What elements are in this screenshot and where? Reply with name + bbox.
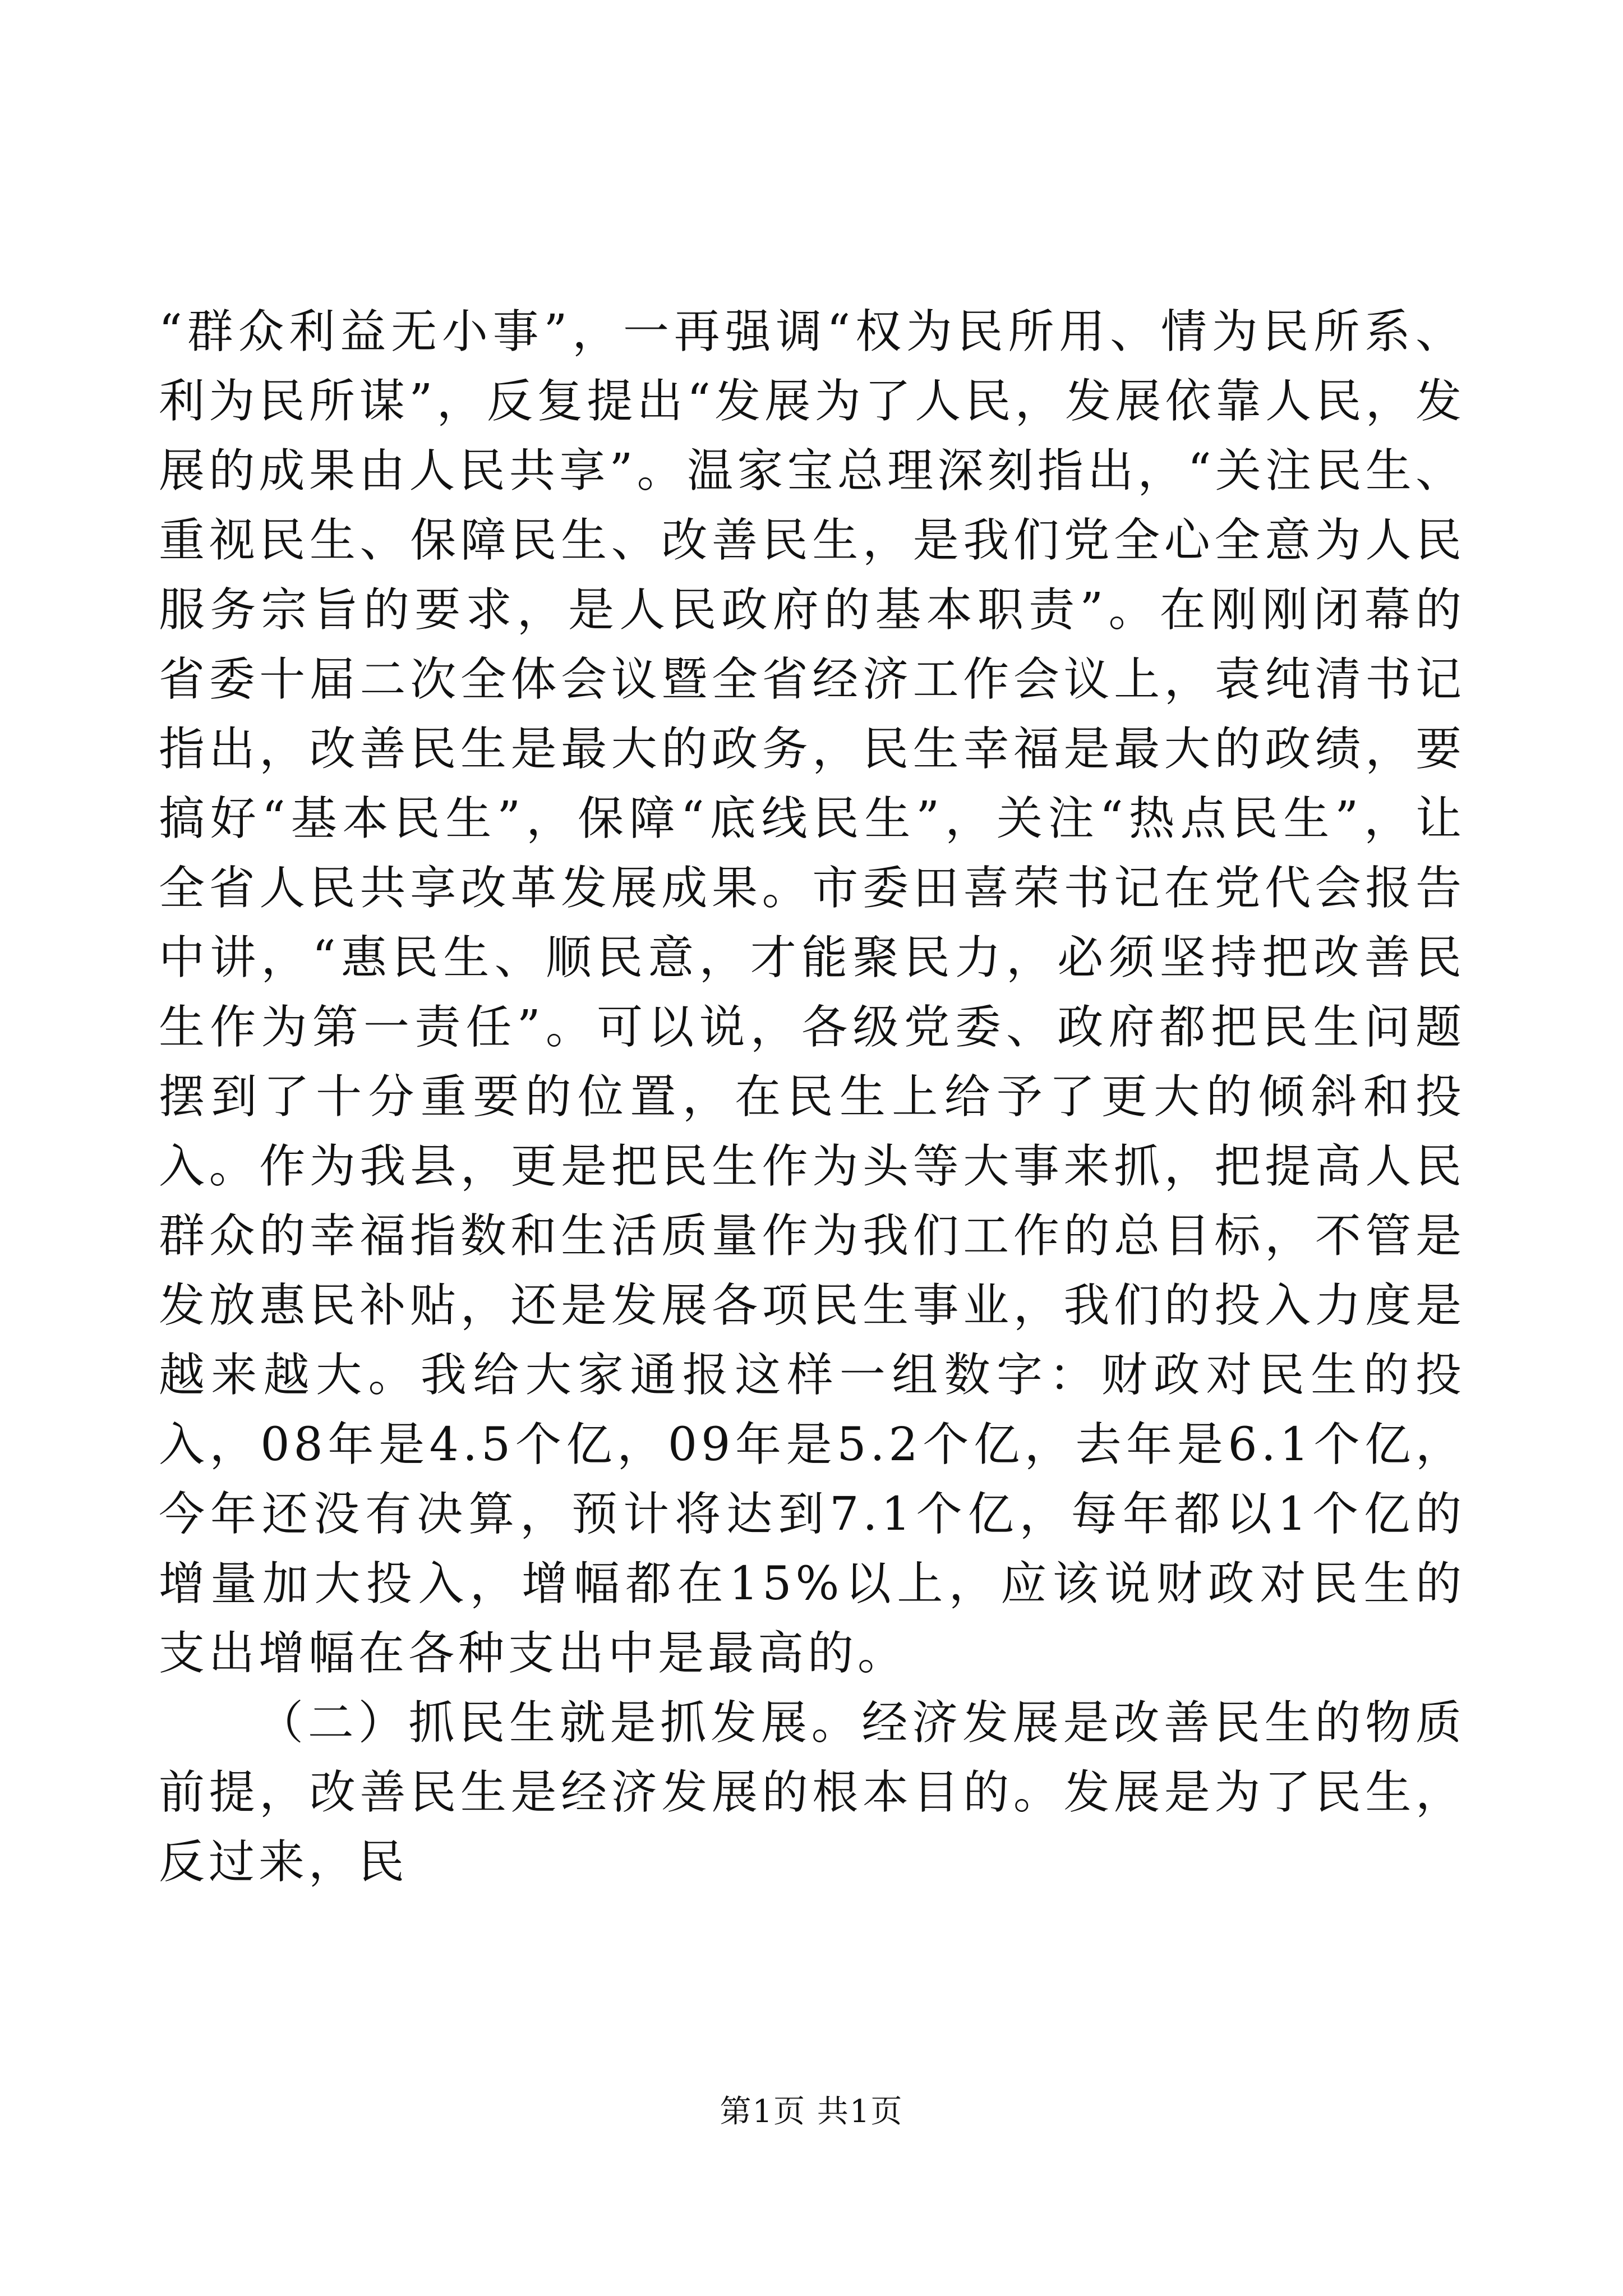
page-footer: 第1页 共1页 bbox=[720, 2093, 903, 2130]
paragraph-2: （二）抓民生就是抓发展。经济发展是改善民生的物质前提，改善民生是经济发展的根本目的。发展是为了民生，反过来，民 bbox=[159, 1696, 1465, 1889]
document-body bbox=[159, 297, 1465, 1897]
paragraph-1: “群众利益无小事”，一再强调“权为民所用、情为民所系、利为民所谋”，反复提出“发展为了人民，发展依靠人民，发展的成果由人民共享”。温家宝总理深刻指出，“关注民生、重视民生、保障民生、改善民生，是我们党全心全意为人民服务宗旨的要求，是人民政府的基本职责”。在刚刚闭幕的省委十届二次全体会议暨全省经济工作会议上，袁纯清书记指出，改善民生是最大的政务，民生幸福是最大的政绩，要搞好“基本民生”，保障“底线民生”，关注“热点民生”，让全省人民共享改革发展成果。市委田喜荣书记在党代会报告中讲，“惠民生、顺民意，才能聚民力，必须坚持把改善民生作为第一责任”。可以说，各级党委、政府都把民生问题摆到了十分重要的位置，在民生上给予了更大的倾斜和投入。作为我县，更是把民生作为头等大事来抓，把提高人民群众的幸福指数和生活质量作为我们工作的总目标，不管是发放惠民补贴，还是发展各项民生事业，我们的投入力度是越来越大。我给大家通报这样一组数字：财政对民生的投入，08年是4.5个亿，09年是5.2个亿，去年是6.1个亿，今年还没有决算，预计将达到7.1个亿，每年都以1个亿的增量加大投入，增幅都在15%以上，应该说财政对民生的支出增幅在各种支出中是最高的。 bbox=[159, 305, 1465, 1680]
